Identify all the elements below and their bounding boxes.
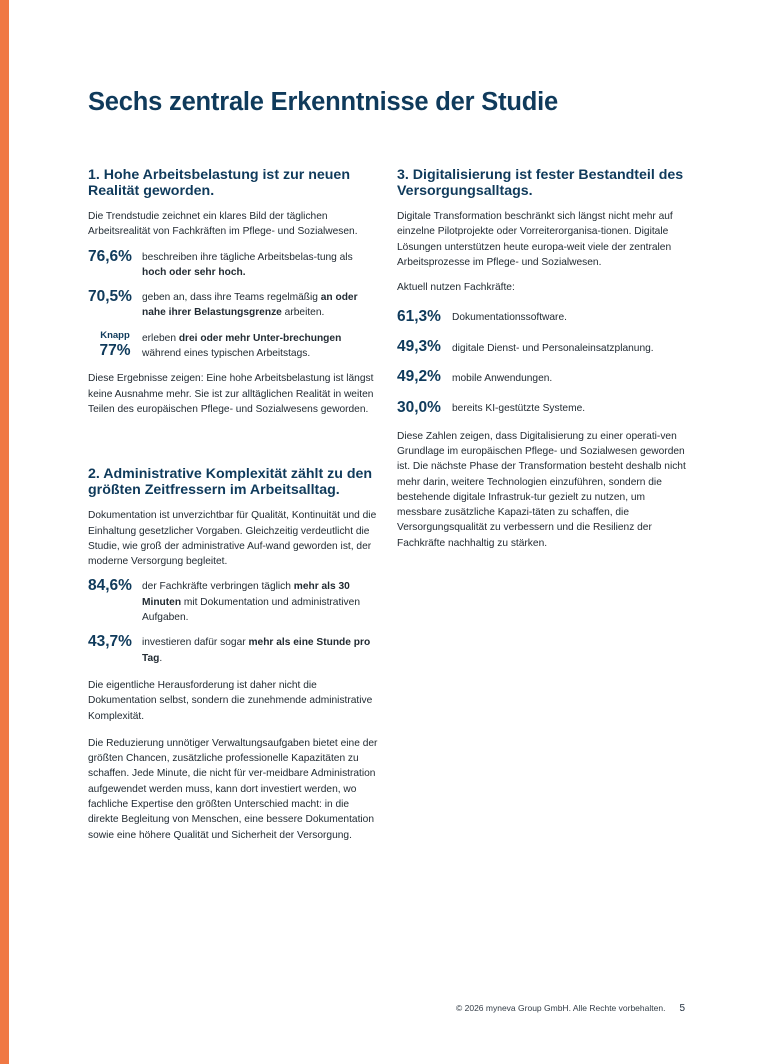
finding-1-intro: Die Trendstudie zeichnet ein klares Bild der täglichen Arbeitsrealität von Fachkräften im Pflege- und Sozialwesen. — [88, 211, 358, 238]
finding-1-heading: 1. Hohe Arbeitsbelastung ist zur neuen Realität geworden. — [88, 167, 350, 199]
stat-text: geben an, dass ihre Teams regelmäßig an oder nahe ihrer Belastungsgrenze arbeiten. — [142, 292, 358, 319]
stat-row — [88, 329, 378, 362]
stat-text: Dokumentationssoftware. — [452, 312, 567, 324]
page-number: 5 — [679, 1003, 685, 1014]
stat-value: 30,0% — [397, 398, 441, 416]
stat-value — [88, 329, 142, 360]
stat-text: mobile Anwendungen. — [452, 373, 553, 385]
finding-1-conclusion: Diese Ergebnisse zeigen: Eine hohe Arbeitsbelastung ist längst keine Ausnahme mehr. Sie ist zur alltäglichen Realität in weiten Teilen des europäischen Pflege- und Sozialwesens geworden. — [88, 373, 374, 415]
finding-2-paragraph-2: Die Reduzierung unnötiger Verwaltungsaufgaben bietet eine der größten Chancen, zusätzliche professionelle Kapazitäten zu schaffen. Jede Minute, die nicht für ver-meidbare Administration aufgewendet werden muss, kann dort investiert werden, wo fachliche Expertise den größten Unterschied macht: in die direkte Begleitung von Menschen, eine bessere Dokumentation sowie eine höhere Qualität und Sicherheit der Versorgung. — [88, 737, 378, 841]
accent-bar — [0, 0, 9, 1064]
stat-value: 49,3% — [397, 337, 441, 355]
stat-text: beschreiben ihre tägliche Arbeitsbelas-tung als hoch oder sehr hoch. — [142, 251, 353, 278]
finding-2-heading: 2. Administrative Komplexität zählt zu den größten Zeitfressern im Arbeitsalltag. — [88, 466, 373, 498]
stat-row — [397, 398, 687, 416]
stat-value: 76,6% — [88, 247, 132, 265]
stat-value: 61,3% — [397, 307, 441, 325]
stat-value: 43,7% — [88, 633, 132, 651]
finding-3-lead: Aktuell nutzen Fachkräfte: — [397, 282, 515, 294]
finding-2-paragraph-1: Die eigentliche Herausforderung ist daher nicht die Dokumentation selbst, sondern die zunehmende administrative Komplexität. — [88, 679, 373, 722]
stat-text: digitale Dienst- und Personaleinsatzplanung. — [452, 342, 654, 354]
finding-3-conclusion: Diese Zahlen zeigen, dass Digitalisierung zu einer operati-ven Grundlage im europäischen Pflege- und Sozialwesen geworden ist. Die nächste Phase der Transformation besteht deshalb nicht mehr darin, weitere Technologien einzuführen, sondern die bestehende digitale Infrastruk-tur gezielt zu nutzen, um messbare zusätzliche Kapazi-täten zu schaffen, die Versorgungsqualität zu verbessern und die Resilienz der Fachkräfte nachhaltig zu stärken. — [397, 430, 686, 549]
finding-3 — [397, 168, 687, 551]
stat-value: 49,2% — [397, 368, 441, 386]
stat-value: 84,6% — [88, 577, 132, 595]
stat-text: investieren dafür sogar mehr als eine Stunde pro Tag. — [142, 637, 371, 664]
copyright-text: © 2026 myneva Group GmbH. Alle Rechte vorbehalten. — [456, 1003, 666, 1013]
stat-row — [397, 368, 687, 386]
stat-text: erleben drei oder mehr Unter-brechungen während eines typischen Arbeitstags. — [142, 332, 342, 360]
stat-row — [88, 577, 378, 625]
right-column — [397, 168, 687, 551]
stat-number: 77% — [99, 341, 131, 359]
finding-2 — [88, 467, 378, 843]
stat-row — [397, 307, 687, 325]
stat-text: bereits KI-gestützte Systeme. — [452, 403, 586, 415]
finding-3-heading: 3. Digitalisierung ist fester Bestandteil des Versorgungsalltags. — [397, 167, 684, 199]
finding-1 — [88, 168, 378, 417]
stat-prefix: Knapp — [100, 329, 130, 341]
finding-2-intro: Dokumentation ist unverzichtbar für Qualität, Kontinuität und die Einhaltung gesetzlicher Vorgaben. Gleichzeitig verdeutlicht die Studie, wie groß der administrative Auf-wand geworden ist, der moderne Versorgung begleitet. — [88, 510, 377, 568]
stat-value: 70,5% — [88, 288, 132, 306]
stat-text: der Fachkräfte verbringen täglich mehr als 30 Minuten mit Dokumentation und administrativen Aufgaben. — [142, 581, 360, 624]
stat-row — [397, 338, 687, 356]
stat-row — [88, 288, 378, 321]
stat-row — [88, 248, 378, 281]
left-column — [88, 168, 378, 843]
finding-3-intro: Digitale Transformation beschränkt sich längst nicht mehr auf einzelne Pilotprojekte oder Vorreiterorganisa-tionen. Digitale Lösungen unterstützen heute europa-weit viele der zentralen Arbeitsprozesse im Pflege- und Sozialwesen. — [397, 211, 673, 268]
page-title: Sechs zentrale Erkenntnisse der Studie — [88, 88, 558, 116]
stat-row — [88, 633, 378, 666]
footer — [456, 1003, 685, 1014]
